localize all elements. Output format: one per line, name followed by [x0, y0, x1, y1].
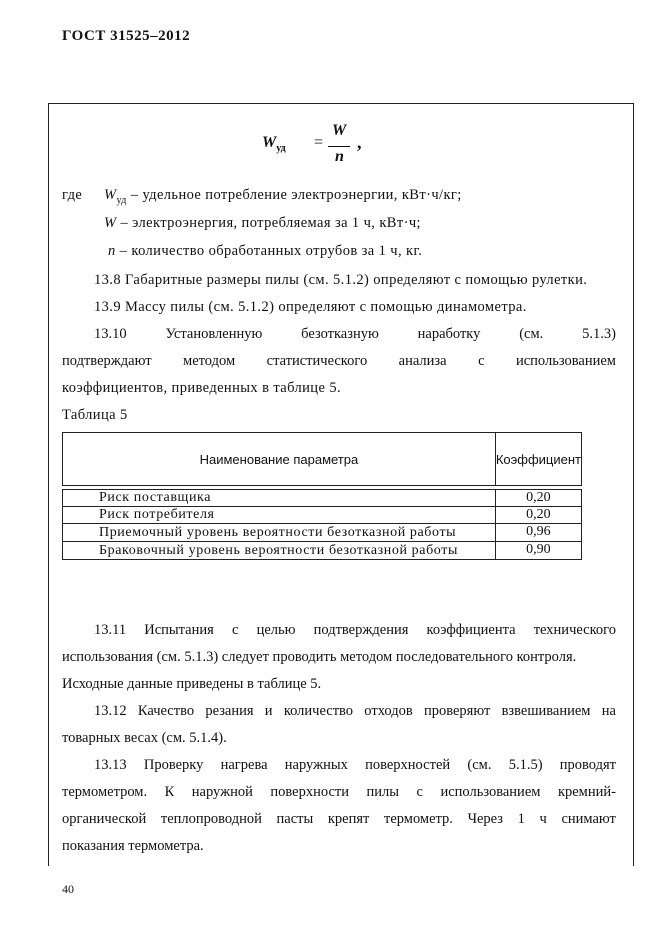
table-cell-value: 0,20: [495, 507, 581, 524]
frame-right-border: [633, 103, 634, 866]
paragraph-13-13-line1: 13.13 Проверку нагрева наружных поверхностей (см. 5.1.5) проводят: [94, 757, 616, 773]
legend-where: где: [62, 187, 83, 203]
formula: [262, 122, 382, 172]
formula-lhs: $W_{уд}$: [262, 134, 286, 155]
table-cell-name: Риск потребителя: [63, 507, 496, 524]
paragraph-13-9: 13.9 Массу пилы (см. 5.1.2) определяют с помощью динамометра.: [94, 299, 527, 315]
standard-code: ГОСТ 31525–2012: [62, 28, 191, 44]
paragraph-13-11-line1: 13.11 Испытания с целью подтверждения коэффициента технического: [94, 622, 616, 638]
paragraph-13-12-line1: 13.12 Качество резания и количество отходов проверяют взвешиванием на: [94, 703, 616, 719]
table-cell-value: 0,96: [495, 524, 581, 542]
paragraph-13-11-line3: Исходные данные приведены в таблице 5.: [62, 676, 322, 692]
paragraph-13-10-line1: 13.10 Установленную безотказную наработку (см. 5.1.3): [94, 326, 616, 342]
formula-numerator: W: [332, 122, 347, 139]
paragraph-13-11-line2: использования (см. 5.1.3) следует проводить методом последовательного контроля.: [62, 649, 577, 665]
frame-left-border: [48, 103, 49, 866]
table-header-name: Наименование параметра: [63, 433, 496, 486]
formula-denominator: n: [335, 148, 344, 165]
table-cell-name: Приемочный уровень вероятности безотказной работы: [63, 524, 496, 542]
formula-equals: =: [314, 134, 324, 151]
table-row: [63, 524, 582, 542]
table-row: [63, 507, 582, 524]
table-caption: Таблица 5: [62, 407, 128, 423]
paragraph-13-13-line4: показания термометра.: [62, 838, 204, 854]
page-number: 40: [62, 882, 74, 896]
table-row: [63, 542, 582, 560]
parameters-table: [62, 432, 582, 560]
legend-item: W – электроэнергия, потребляемая за 1 ч, кВт·ч;: [104, 215, 421, 231]
table-header-coefficient: Коэффициент: [495, 433, 581, 486]
paragraph-13-12-line2: товарных весах (см. 5.1.4).: [62, 730, 227, 746]
legend-item: n – количество обработанных отрубов за 1 ч, кг.: [108, 243, 423, 259]
table-cell-name: Браковочный уровень вероятности безотказной работы: [63, 542, 496, 560]
paragraph-13-10-line3: коэффициентов, приведенных в таблице 5.: [62, 380, 341, 396]
paragraph-13-10-line2: подтверждают методом статистического анализа с использованием: [62, 353, 616, 369]
frame-top-border: [48, 103, 634, 104]
paragraph-13-8: 13.8 Габаритные размеры пилы (см. 5.1.2) определяют с помощью рулетки.: [94, 272, 588, 288]
table-row: [63, 490, 582, 507]
paragraph-13-13-line3: органической теплопроводной пасты крепят термометр. Через 1 ч снимают: [62, 811, 616, 827]
paragraph-13-13-line2: термометром. К наружной поверхности пилы с использованием кремний-: [62, 784, 616, 800]
formula-comma: ,: [357, 132, 362, 152]
table-cell-name: Риск поставщика: [63, 490, 496, 507]
table-cell-value: 0,20: [495, 490, 581, 507]
legend-item: $W_{уд}$ – удельное потребление электроэнергии, кВт·ч/кг;: [104, 187, 462, 206]
table-header-row: [63, 433, 582, 486]
table-cell-value: 0,90: [495, 542, 581, 560]
formula-fraction-bar: [328, 146, 350, 147]
